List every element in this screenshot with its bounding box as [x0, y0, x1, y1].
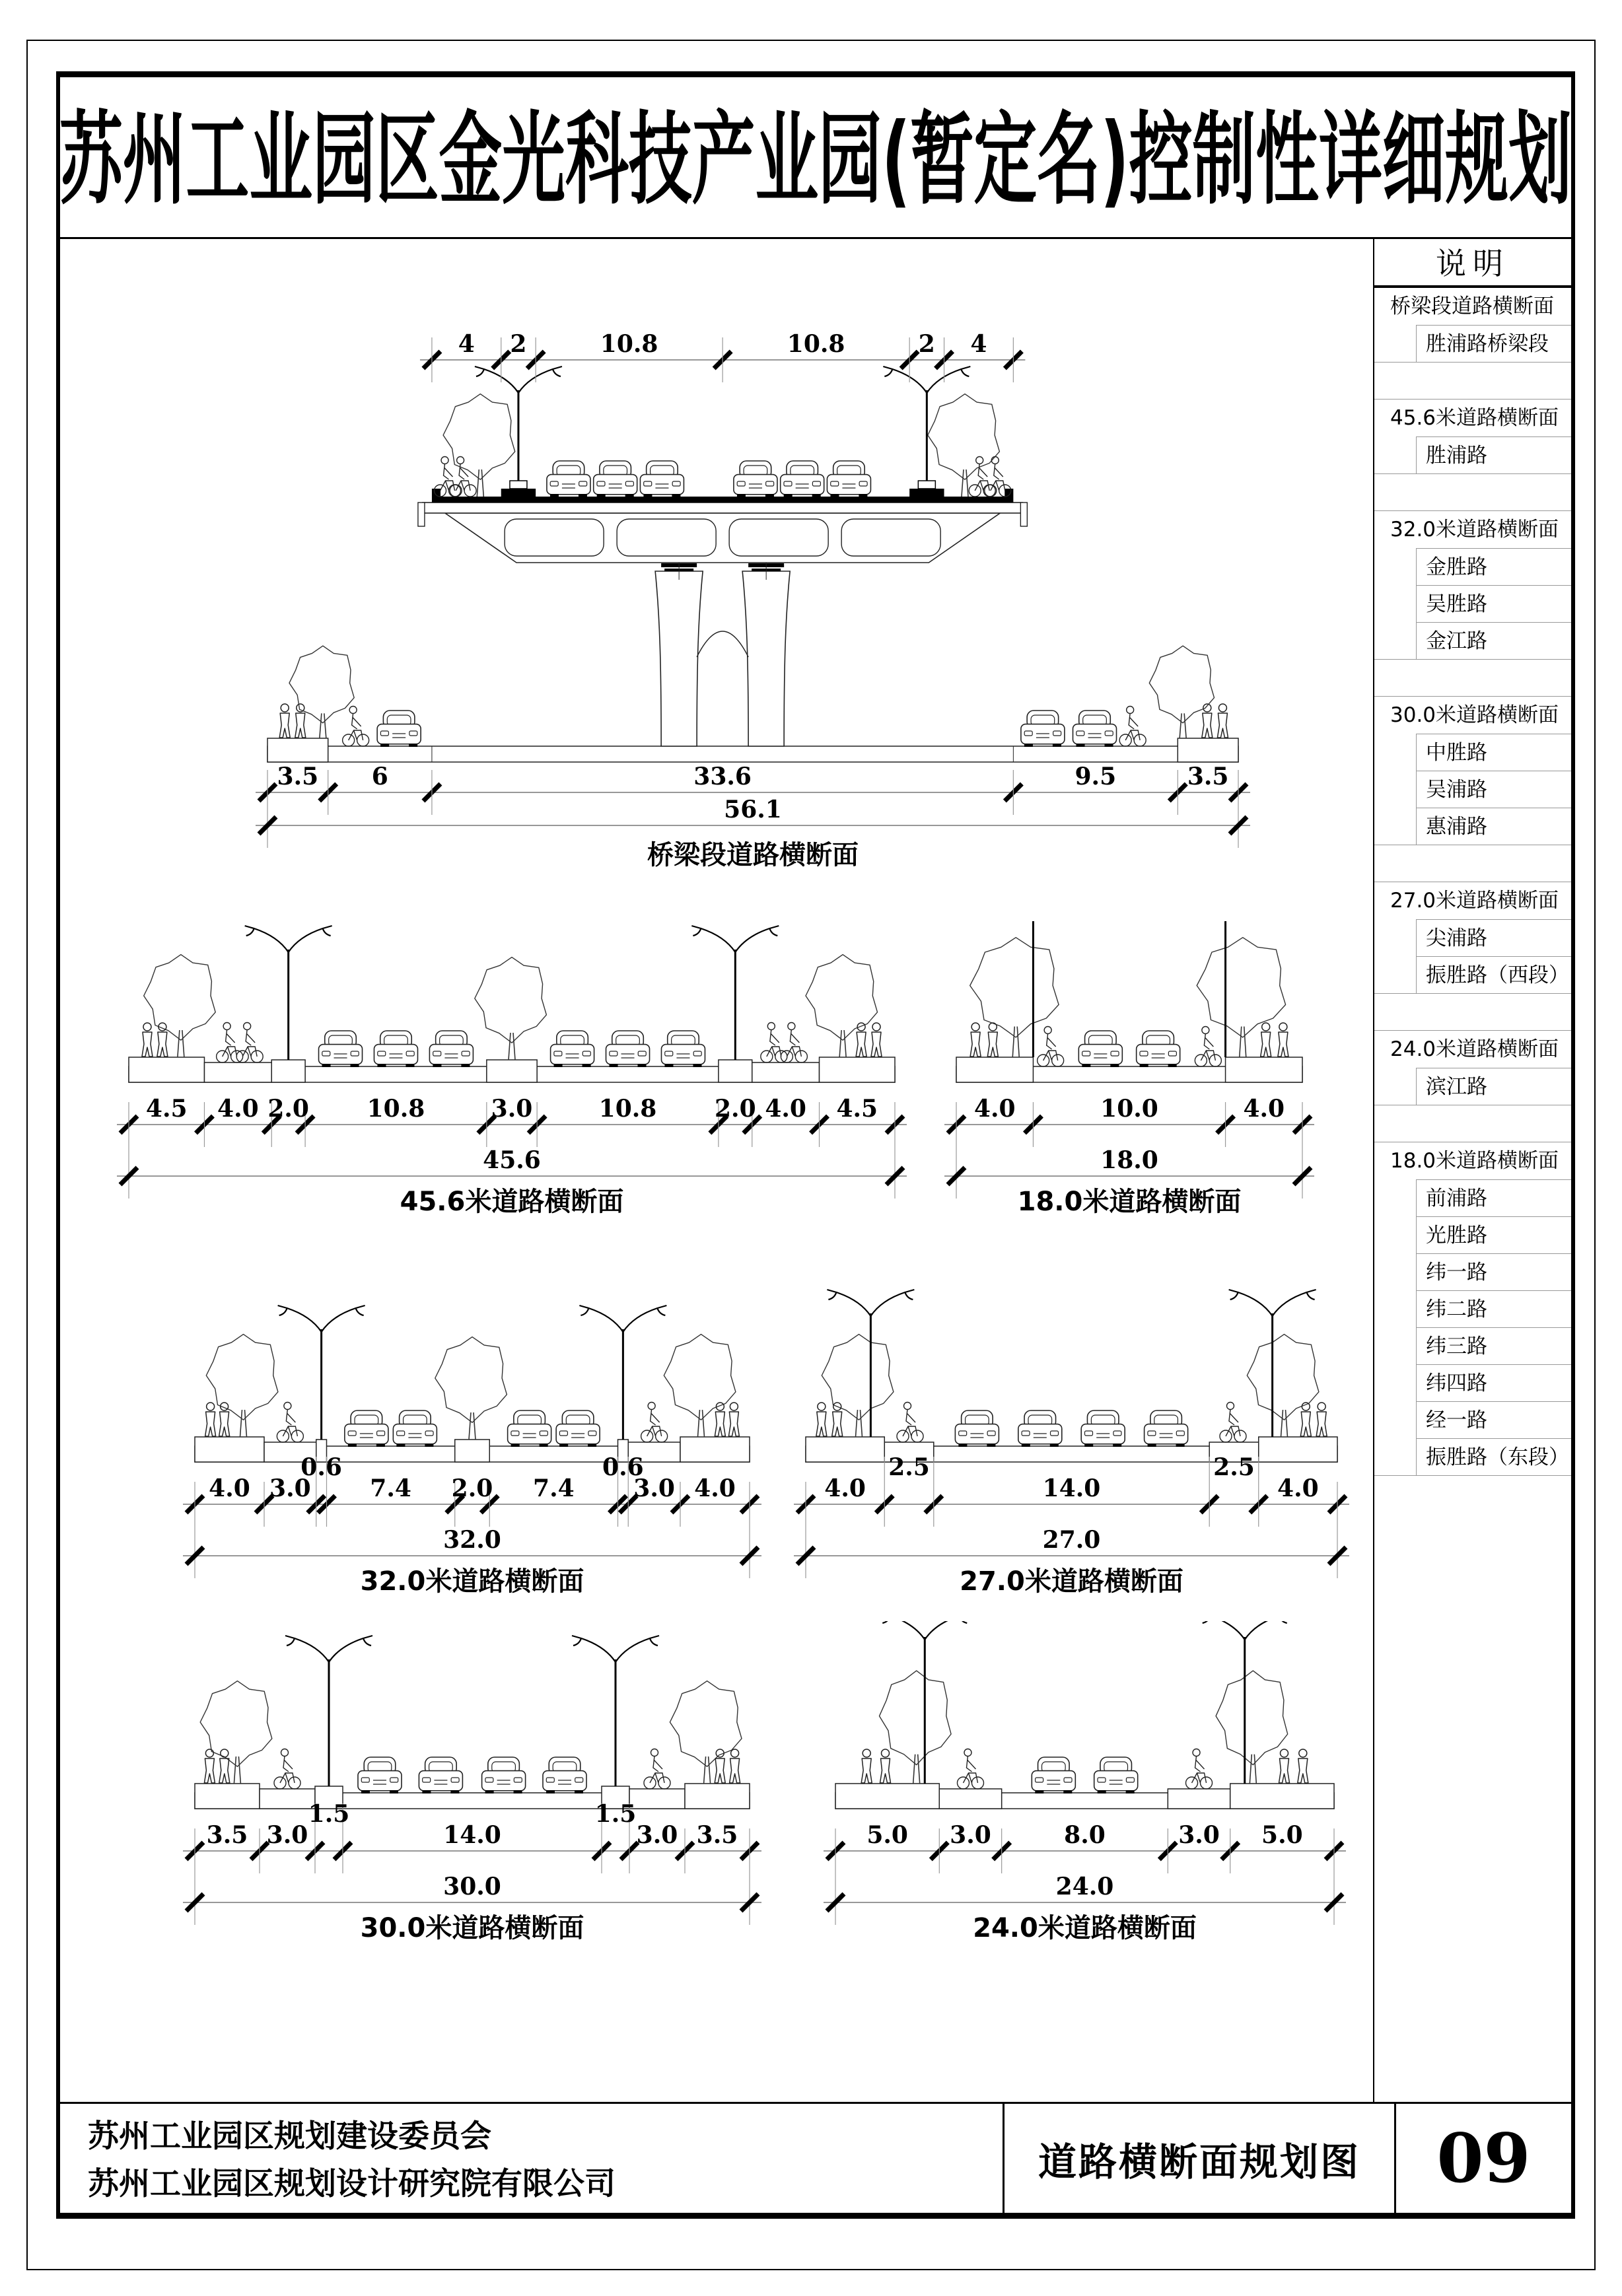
- svg-text:24.0: 24.0: [1055, 1873, 1114, 1900]
- legend-road-item: 纬三路: [1417, 1327, 1571, 1364]
- sheet-number: 09: [1436, 2118, 1531, 2198]
- legend-spacer-row: [1374, 474, 1571, 511]
- svg-text:3.0: 3.0: [1178, 1821, 1220, 1849]
- cyclist-icon: [781, 1023, 807, 1063]
- legend-road-item: 滨江路: [1417, 1068, 1571, 1105]
- car-icon: [1078, 1031, 1122, 1067]
- cyclist-icon: [277, 1403, 303, 1443]
- svg-text:3.0: 3.0: [950, 1821, 991, 1849]
- total-dimension-row: [183, 1873, 761, 1911]
- tree-icon: [1216, 1671, 1288, 1784]
- car-icon: [377, 711, 421, 747]
- pedestrian-icon: [880, 1749, 891, 1783]
- svg-text:4.0: 4.0: [973, 1095, 1016, 1123]
- svg-text:10.8: 10.8: [598, 1095, 657, 1123]
- legend-road-item: 纬四路: [1417, 1364, 1571, 1401]
- cyclist-icon: [1038, 1027, 1064, 1067]
- cyclist-icon: [1220, 1403, 1246, 1443]
- car-icon: [482, 1757, 526, 1793]
- legend-left-cell: [1374, 734, 1417, 845]
- legend-road-group: [1374, 734, 1571, 845]
- legend-section-header: 18.0米道路横断面: [1390, 1149, 1559, 1173]
- street-light-icon: [827, 1290, 914, 1437]
- bridge-pier: [655, 571, 703, 746]
- svg-text:2.0: 2.0: [451, 1475, 493, 1502]
- dimension-row: [420, 330, 1025, 382]
- drawing-title: 道路横断面规划图: [1038, 2139, 1360, 2184]
- pedestrian-icon: [861, 1749, 872, 1783]
- legend-spacer-row: [1374, 994, 1571, 1031]
- car-icon: [1021, 711, 1065, 747]
- tree-icon: [970, 938, 1059, 1057]
- svg-text:2.5: 2.5: [888, 1453, 930, 1481]
- legend-road-group: [1374, 548, 1571, 660]
- legend-road-item: 胜浦路桥梁段: [1417, 325, 1571, 362]
- svg-text:7.4: 7.4: [370, 1475, 411, 1502]
- legend-road-item: 前浦路: [1417, 1179, 1571, 1216]
- legend-road-group: [1374, 325, 1571, 363]
- tree-icon: [928, 394, 1000, 497]
- legend-road-item: 振胜路（西段）: [1417, 956, 1571, 993]
- legend-section-header: 24.0米道路横断面: [1390, 1037, 1559, 1061]
- car-icon: [319, 1031, 363, 1067]
- svg-text:24.0米道路横断面: 24.0米道路横断面: [973, 1913, 1197, 1943]
- cross-section-scene: [956, 921, 1302, 1082]
- street-light-icon: [881, 1621, 968, 1784]
- legend-road-group: [1374, 436, 1571, 474]
- org-name-1: 苏州工业园区规划建设委员会: [88, 2118, 491, 2155]
- drawing-area: [60, 239, 1373, 2102]
- tree-icon: [475, 957, 547, 1060]
- svg-text:27.0: 27.0: [1042, 1526, 1101, 1554]
- svg-text:30.0: 30.0: [443, 1873, 501, 1900]
- svg-text:2: 2: [510, 330, 527, 358]
- pedestrian-icon: [970, 1023, 981, 1057]
- legend-road-item: 光胜路: [1417, 1216, 1571, 1253]
- svg-text:0.6: 0.6: [602, 1453, 644, 1481]
- pedestrian-icon: [1279, 1749, 1290, 1783]
- svg-text:4.0: 4.0: [824, 1475, 866, 1502]
- svg-text:4: 4: [458, 330, 475, 358]
- svg-text:2.0: 2.0: [267, 1095, 309, 1123]
- svg-text:10.0: 10.0: [1100, 1095, 1158, 1123]
- legend-road-item: 振胜路（东段）: [1417, 1438, 1571, 1475]
- legend-panel: [1373, 239, 1571, 2102]
- dimension-row: [944, 1095, 1314, 1147]
- tree-icon: [289, 646, 354, 738]
- pedestrian-icon: [730, 1749, 740, 1783]
- total-dimension-row: [944, 1146, 1314, 1185]
- sheet-title: 苏州工业园区金光科技产业园(暂定名)控制性详细规划: [59, 101, 1572, 219]
- legend-road-item: 中胜路: [1417, 734, 1571, 771]
- legend-left-cell: [1374, 1068, 1417, 1105]
- section-30-0m-diagram: [165, 1618, 779, 1958]
- svg-text:4.0: 4.0: [694, 1475, 736, 1502]
- section-18-0m-diagram: [925, 921, 1334, 1232]
- pedestrian-icon: [871, 1023, 882, 1057]
- org-name-2: 苏州工业园区规划设计研究院有限公司: [88, 2166, 616, 2202]
- svg-text:5.0: 5.0: [1261, 1821, 1303, 1849]
- legend-left-cell: [1374, 548, 1417, 659]
- svg-text:8.0: 8.0: [1064, 1821, 1106, 1849]
- car-icon: [1073, 711, 1117, 747]
- legend-left-cell: [1374, 919, 1417, 993]
- svg-text:2.5: 2.5: [1213, 1453, 1255, 1481]
- dimension-row: [117, 1095, 907, 1147]
- pedestrian-icon: [816, 1403, 827, 1436]
- svg-text:3.0: 3.0: [491, 1095, 533, 1123]
- svg-text:1.5: 1.5: [594, 1800, 637, 1828]
- svg-text:10.8: 10.8: [787, 330, 845, 358]
- street-light-icon: [883, 366, 970, 481]
- car-icon: [508, 1410, 551, 1447]
- tree-icon: [822, 1335, 894, 1437]
- section-caption: [361, 1913, 584, 1943]
- svg-text:2: 2: [918, 330, 935, 358]
- car-icon: [955, 1410, 999, 1447]
- svg-text:3.0: 3.0: [266, 1821, 308, 1849]
- cyclist-icon: [274, 1749, 300, 1790]
- cyclist-icon: [236, 1023, 263, 1063]
- legend-road-item: 经一路: [1417, 1401, 1571, 1438]
- svg-text:3.5: 3.5: [696, 1821, 738, 1849]
- car-icon: [547, 461, 590, 497]
- legend-road-item: 吴胜路: [1417, 585, 1571, 622]
- car-icon: [1145, 1410, 1188, 1447]
- legend-left-cell: [1374, 436, 1417, 473]
- car-icon: [827, 461, 870, 497]
- cyclist-icon: [641, 1403, 668, 1443]
- street-light-icon: [475, 366, 562, 481]
- svg-text:45.6: 45.6: [483, 1146, 541, 1174]
- pedestrian-icon: [1278, 1023, 1288, 1057]
- section-caption: [973, 1913, 1197, 1943]
- svg-text:3.5: 3.5: [277, 763, 319, 790]
- car-icon: [551, 1031, 594, 1067]
- legend-road-group: [1374, 1179, 1571, 1476]
- cyclist-icon: [450, 457, 476, 497]
- car-icon: [1081, 1410, 1125, 1447]
- pedestrian-icon: [205, 1403, 216, 1436]
- svg-text:27.0米道路横断面: 27.0米道路横断面: [960, 1566, 1183, 1597]
- section-caption: [361, 1566, 584, 1597]
- tree-icon: [806, 955, 878, 1057]
- legend-road-item: 纬二路: [1417, 1290, 1571, 1327]
- dimension-labels: [974, 1095, 1285, 1123]
- legend-road-group: [1374, 919, 1571, 994]
- bridge-elevation: [267, 366, 1238, 762]
- tree-icon: [200, 1681, 272, 1784]
- svg-text:10.8: 10.8: [367, 1095, 425, 1123]
- car-icon: [374, 1031, 417, 1067]
- legend-road-item: 尖浦路: [1417, 919, 1571, 956]
- svg-text:7.4: 7.4: [533, 1475, 575, 1502]
- street-light-icon: [579, 1305, 666, 1440]
- svg-text:2.0: 2.0: [715, 1095, 756, 1123]
- total-dimension-row: [824, 1873, 1346, 1911]
- pedestrian-icon: [1316, 1403, 1327, 1436]
- box-girder: [418, 503, 1027, 563]
- svg-text:18.0: 18.0: [1100, 1146, 1158, 1174]
- car-icon: [556, 1410, 600, 1447]
- legend-spacer-row: [1374, 1105, 1571, 1142]
- cyclist-icon: [969, 457, 995, 497]
- svg-text:3.5: 3.5: [206, 1821, 248, 1849]
- total-dimension-row: [183, 1526, 761, 1564]
- svg-text:10.8: 10.8: [600, 330, 658, 358]
- svg-text:3.5: 3.5: [1187, 763, 1229, 790]
- pedestrian-icon: [279, 704, 290, 738]
- svg-text:6: 6: [371, 763, 388, 790]
- tree-icon: [443, 394, 515, 497]
- pedestrian-icon: [219, 1749, 230, 1783]
- dimension-row: [824, 1821, 1346, 1873]
- pedestrian-icon: [1217, 704, 1228, 738]
- section-caption: [960, 1566, 1183, 1597]
- cyclist-icon: [343, 707, 369, 747]
- pedestrian-icon: [832, 1403, 843, 1436]
- legend-left-cell: [1374, 1179, 1417, 1475]
- car-icon: [1032, 1757, 1075, 1793]
- cross-section-scene: [835, 1621, 1334, 1809]
- total-dimension-row: [256, 796, 1250, 834]
- car-icon: [1094, 1757, 1138, 1793]
- legend-section-header: 27.0米道路横断面: [1390, 889, 1559, 913]
- svg-text:3.0: 3.0: [636, 1821, 678, 1849]
- cross-section-scene: [129, 926, 895, 1082]
- section-caption: [647, 840, 859, 870]
- svg-text:3.0: 3.0: [269, 1475, 311, 1502]
- svg-text:4.0: 4.0: [209, 1475, 250, 1502]
- section-45-6m-diagram: [99, 921, 925, 1232]
- svg-text:14.0: 14.0: [443, 1821, 501, 1849]
- car-icon: [734, 461, 777, 497]
- tree-icon: [1247, 1335, 1319, 1437]
- car-icon: [543, 1757, 586, 1793]
- dimension-row: [794, 1453, 1349, 1527]
- street-light-icon: [1201, 1621, 1288, 1784]
- svg-text:4.0: 4.0: [217, 1095, 259, 1123]
- pedestrian-icon: [142, 1023, 153, 1057]
- svg-text:1.5: 1.5: [308, 1800, 350, 1828]
- car-icon: [393, 1410, 437, 1447]
- pedestrian-icon: [1298, 1749, 1308, 1783]
- legend-spacer-row: [1374, 363, 1571, 400]
- svg-text:30.0米道路横断面: 30.0米道路横断面: [360, 1913, 584, 1943]
- legend-section-header: 32.0米道路横断面: [1390, 518, 1559, 541]
- bridge-section-diagram: [238, 304, 1268, 885]
- legend-section-header: 30.0米道路横断面: [1390, 703, 1559, 727]
- section-27-0m-diagram: [783, 1288, 1360, 1611]
- car-icon: [345, 1410, 388, 1447]
- legend-road-item: 金江路: [1417, 622, 1571, 659]
- svg-text:56.1: 56.1: [724, 796, 782, 823]
- street-light-icon: [1229, 1290, 1316, 1437]
- svg-text:4.5: 4.5: [145, 1095, 188, 1123]
- tree-icon: [206, 1335, 278, 1437]
- tree-icon: [1197, 938, 1285, 1057]
- legend-road-item: 吴浦路: [1417, 771, 1571, 808]
- pedestrian-icon: [856, 1023, 866, 1057]
- cyclist-icon: [897, 1403, 923, 1443]
- tree-icon: [880, 1671, 952, 1784]
- svg-text:4.0: 4.0: [765, 1095, 806, 1123]
- svg-text:4.5: 4.5: [836, 1095, 878, 1123]
- cyclist-icon: [1186, 1749, 1213, 1790]
- title-block-orgs: [60, 2104, 1003, 2213]
- legend-left-cell: [1374, 325, 1417, 362]
- car-icon: [419, 1757, 462, 1793]
- legend-section-header: 桥梁段道路横断面: [1390, 295, 1554, 318]
- car-icon: [358, 1757, 402, 1793]
- pedestrian-icon: [1300, 1403, 1311, 1436]
- svg-text:4.0: 4.0: [1243, 1095, 1285, 1123]
- legend-road-item: 金胜路: [1417, 548, 1571, 585]
- bridge-pier: [742, 571, 790, 746]
- section-caption: [1018, 1187, 1242, 1217]
- car-icon: [1018, 1410, 1062, 1447]
- legend-table: [1374, 288, 1571, 1476]
- pedestrian-icon: [204, 1749, 215, 1783]
- car-icon: [781, 461, 824, 497]
- svg-text:18.0米道路横断面: 18.0米道路横断面: [1017, 1187, 1242, 1217]
- legend-spacer-row: [1374, 660, 1571, 697]
- dimension-row: [183, 1453, 761, 1527]
- pedestrian-icon: [987, 1023, 998, 1057]
- svg-text:3.0: 3.0: [633, 1475, 675, 1502]
- tree-icon: [1149, 646, 1214, 738]
- cross-section-scene: [195, 1636, 750, 1809]
- legend-road-item: 惠浦路: [1417, 808, 1571, 845]
- total-dimension-row: [117, 1146, 907, 1185]
- street-light-icon: [691, 926, 779, 1060]
- cyclist-icon: [217, 1023, 243, 1063]
- sheet-title-bar: [60, 77, 1571, 239]
- car-icon: [429, 1031, 473, 1067]
- dimension-labels: [146, 1095, 878, 1123]
- legend-section-header: 45.6米道路横断面: [1390, 406, 1559, 430]
- svg-text:4.0: 4.0: [1277, 1475, 1319, 1502]
- legend-spacer-row: [1374, 845, 1571, 882]
- cyclist-icon: [644, 1749, 670, 1790]
- cyclist-icon: [1195, 1027, 1221, 1067]
- cross-section-scene: [195, 1305, 750, 1462]
- cross-section-scene: [806, 1290, 1337, 1462]
- cyclist-icon: [1119, 707, 1146, 747]
- car-icon: [661, 1031, 705, 1067]
- svg-text:桥梁段道路横断面: 桥梁段道路横断面: [647, 840, 859, 870]
- car-icon: [594, 461, 637, 497]
- car-icon: [640, 461, 684, 497]
- title-block: [60, 2102, 1571, 2213]
- tree-icon: [664, 1335, 736, 1437]
- svg-text:0.6: 0.6: [300, 1453, 342, 1481]
- tree-icon: [435, 1337, 507, 1440]
- legend-road-item: 纬一路: [1417, 1253, 1571, 1290]
- section-32-0m-diagram: [165, 1288, 779, 1611]
- street-light-icon: [245, 926, 332, 1060]
- legend-road-group: [1374, 1068, 1571, 1105]
- total-dimension-row: [794, 1526, 1349, 1564]
- drawing-title-cell: [1003, 2104, 1394, 2213]
- street-light-icon: [1033, 921, 1084, 1057]
- pedestrian-icon: [295, 704, 306, 738]
- svg-text:5.0: 5.0: [866, 1821, 908, 1849]
- dimension-labels: [277, 763, 1229, 790]
- svg-text:9.5: 9.5: [1075, 763, 1117, 790]
- pedestrian-icon: [1261, 1023, 1271, 1057]
- tree-icon: [144, 955, 216, 1057]
- cyclist-icon: [957, 1749, 983, 1790]
- cyclist-icon: [761, 1023, 787, 1063]
- car-icon: [606, 1031, 650, 1067]
- legend-road-item: 胜浦路: [1417, 436, 1571, 473]
- svg-text:4: 4: [970, 330, 987, 358]
- street-light-icon: [572, 1636, 659, 1786]
- dimension-row: [183, 1800, 761, 1873]
- svg-text:14.0: 14.0: [1042, 1475, 1101, 1502]
- svg-text:45.6米道路横断面: 45.6米道路横断面: [400, 1187, 624, 1217]
- svg-text:33.6: 33.6: [693, 763, 752, 790]
- street-light-icon: [278, 1305, 365, 1440]
- car-icon: [1137, 1031, 1180, 1067]
- sheet-number-cell: [1394, 2104, 1571, 2213]
- legend-title: 说明: [1374, 239, 1571, 288]
- svg-text:32.0: 32.0: [443, 1526, 501, 1554]
- svg-text:32.0米道路横断面: 32.0米道路横断面: [360, 1566, 584, 1597]
- pedestrian-icon: [715, 1403, 725, 1436]
- pedestrian-icon: [728, 1403, 739, 1436]
- street-light-icon: [285, 1636, 372, 1786]
- section-24-0m-diagram: [802, 1621, 1367, 1958]
- section-caption: [400, 1187, 624, 1217]
